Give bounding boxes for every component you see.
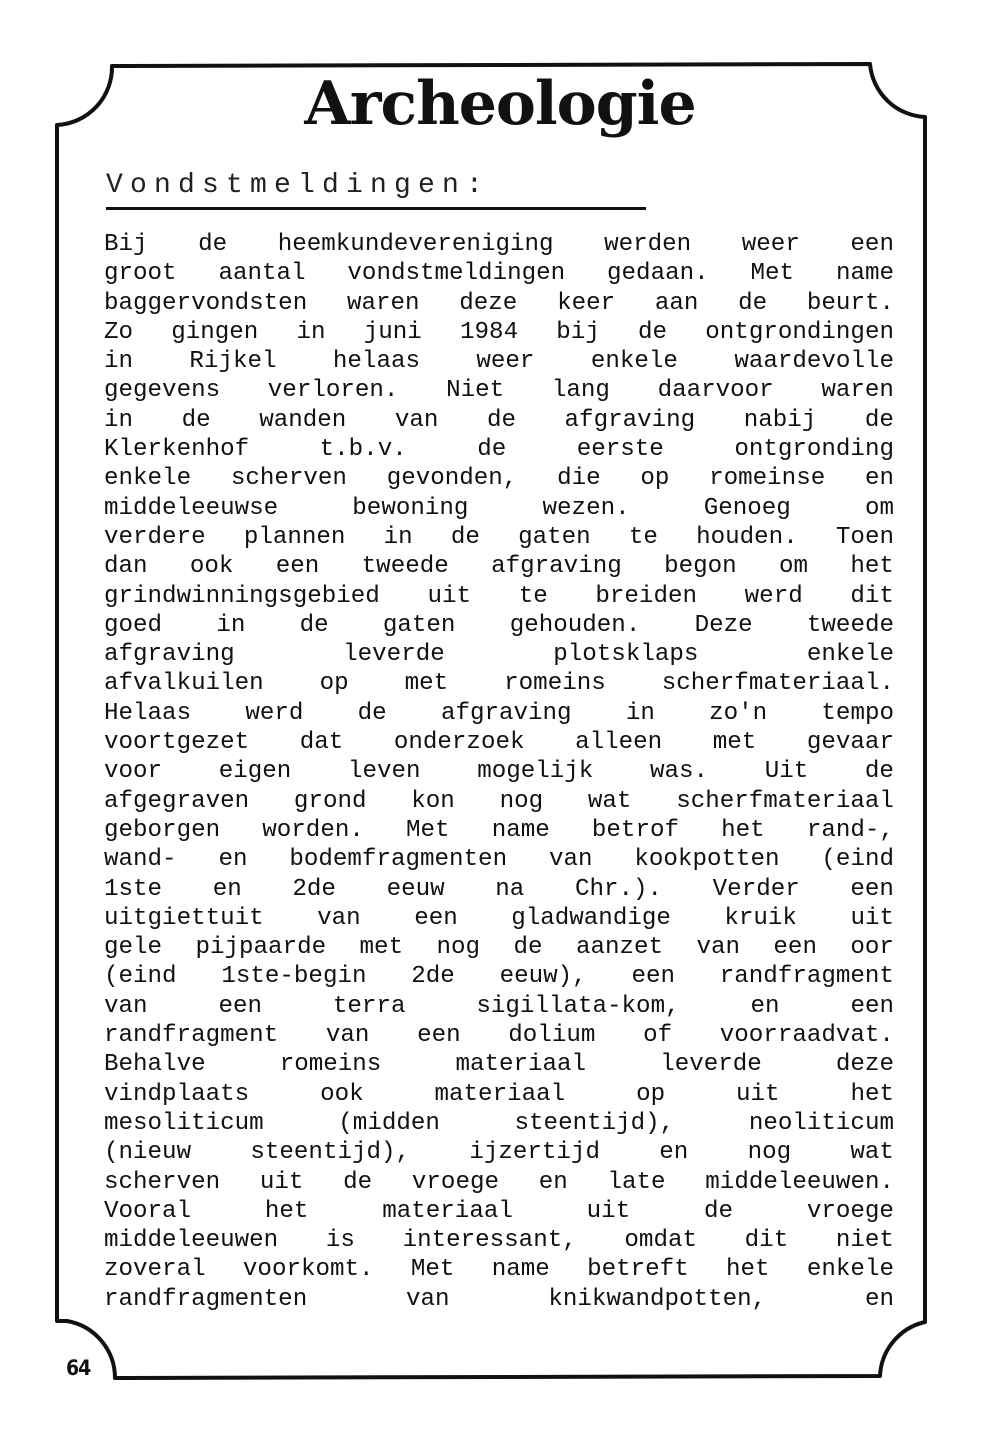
word: mesoliticum [104,1109,264,1137]
word: daarvoor [657,377,774,405]
word: en [659,1139,689,1167]
word: bewoning [352,494,469,522]
word: weer [476,348,535,376]
word: zo'n [709,699,768,727]
word: bodemfragmenten [289,846,508,874]
text-line [104,523,894,552]
word: Vooral [104,1197,192,1225]
word: (midden [338,1109,440,1137]
word: ijzertijd [469,1139,600,1167]
word: het [850,1080,894,1108]
word: (eind [821,846,894,874]
word: name [835,260,894,288]
word: enkele [590,348,678,376]
word: afgraving [491,553,622,581]
word: baggervondsten [104,289,308,317]
word: ook [320,1080,364,1108]
word: betrof [591,816,679,844]
text-line [104,406,894,435]
word: de [198,231,228,258]
word: afvalkuilen [104,670,264,698]
text-line [104,992,894,1021]
word: bij [556,318,600,346]
word: romeinse [709,465,826,493]
word: alleen [575,729,663,757]
word: weer [741,231,800,258]
word: niet [835,1227,894,1255]
word: de [299,611,329,639]
word: vindplaats [104,1080,250,1108]
word: gingen [171,318,259,346]
word: deze [835,1051,894,1079]
page-title: Archeologie [304,69,696,139]
text-line [104,845,894,874]
word: middeleeuwse [104,494,279,522]
word: gaten [518,523,591,551]
word: gaten [382,611,456,639]
word: knikwandpotten, [548,1285,767,1313]
word: Bij [104,231,148,258]
word: Uit [764,758,809,786]
word: kon [411,787,455,815]
word: de [450,523,480,551]
word: de [864,406,894,434]
text-line [104,259,894,288]
word: 1ste-begin [221,963,367,991]
word: afgegraven [104,787,250,815]
word: uitgiettuit [104,904,264,932]
word: of [643,1022,673,1050]
word: vondstmeldingen [347,260,566,288]
word: de [343,1168,373,1196]
word: scherven [104,1168,221,1196]
word: terra [332,992,406,1020]
word: het [721,816,765,844]
word: randfragment [719,963,894,991]
word: werd [245,699,304,727]
word: lang [551,377,610,405]
word: in [216,611,246,639]
word: 2de [292,875,336,903]
word: wezen. [542,494,630,522]
word: na [495,875,525,903]
word: de [357,699,387,727]
word: keer [557,289,616,317]
word: Helaas [104,699,192,727]
word: de [864,758,894,786]
word: aanzet [575,934,664,962]
word: Chr.). [574,875,663,903]
word: dit [744,1227,789,1255]
text-line [104,347,894,376]
word: de [704,1197,734,1225]
word: afgraving [564,406,696,434]
word: en [864,1285,894,1313]
text-line [104,1080,894,1109]
word: gehouden. [509,611,641,639]
word: van [548,846,593,874]
word: een [275,553,320,581]
word: die [557,465,601,493]
word: Behalve [104,1051,206,1079]
word: interessant, [402,1227,577,1255]
word: Met [410,1256,455,1284]
text-line [104,230,894,259]
word: wat [587,787,632,815]
text-line [104,318,894,347]
word: rand-, [806,816,894,844]
page-number: 64 [66,1356,91,1380]
word: wanden [259,406,347,434]
word: deze [459,289,518,317]
word: t.b.v. [319,436,407,464]
word: Genoeg [703,494,791,522]
word: en [750,992,780,1020]
word: houden. [696,523,798,551]
word: en [218,846,248,874]
word: het [850,553,894,581]
word: 1984 [460,318,519,346]
text-line [104,1255,894,1284]
word: in [625,699,655,727]
word: uit [427,582,472,610]
word: geborgen [104,816,221,844]
word: de [738,289,768,317]
word: op [636,1080,666,1108]
word: zoveral [104,1256,206,1284]
word: de [486,406,516,434]
word: op [640,465,670,493]
text-line [104,494,894,523]
word: de [513,934,543,962]
word: oor [850,934,894,962]
word: juni [363,318,422,346]
word: in [383,523,413,551]
word: afgraving [440,699,572,727]
word: name [491,816,550,844]
word: wat [850,1139,894,1167]
word: werden [604,231,692,258]
word: Deze [694,611,753,639]
word: vroege [806,1197,894,1225]
word: met [404,670,449,698]
word: aantal [218,260,306,288]
word: Zo [104,318,134,346]
word: in [104,348,134,376]
word: begon [664,553,737,581]
text-line [104,552,894,581]
text-line [104,904,894,933]
word: gevonden, [386,465,518,493]
word: een [417,1022,461,1050]
word: eeuw [386,875,445,903]
word: name [491,1256,550,1284]
word: voor [104,758,163,786]
text-line [104,435,894,464]
word: nog [436,934,481,962]
word: te [628,523,658,551]
word: scherfmateriaal. [661,670,894,698]
word: 1ste [104,875,163,903]
word: middeleeuwen. [705,1168,894,1196]
word: waren [346,289,420,317]
word: tweede [361,553,449,581]
word: dan [104,553,148,581]
word: Met [406,816,450,844]
text-line [104,757,894,786]
word: gedaan. [607,260,709,288]
word: enkele [104,465,192,493]
word: helaas [332,348,420,376]
word: de [181,406,211,434]
word: materiaal [455,1051,587,1079]
text-line [104,1138,894,1167]
word: aan [654,289,699,317]
word: vroege [411,1168,499,1196]
word: afgraving [104,641,235,669]
word: met [712,729,757,757]
word: om [779,553,809,581]
word: pijpaarde [195,934,327,962]
text-line [104,1285,894,1314]
text-line [104,933,894,962]
word: en [212,875,242,903]
text-line [104,1226,894,1255]
word: van [406,1285,450,1313]
text-line [104,289,894,318]
word: met [359,934,404,962]
word: de [477,436,507,464]
word: een [414,904,458,932]
word: Toen [835,523,894,551]
text-line [104,376,894,405]
text-line [104,816,894,845]
word: neoliticum [748,1109,894,1137]
word: heemkundevereniging [277,231,554,258]
word: tempo [821,699,894,727]
text-line [104,962,894,991]
word: enkele [806,641,894,669]
word: uit [736,1080,780,1108]
word: groot [104,260,177,288]
word: gegevens [104,377,221,405]
word: romeins [504,670,606,698]
word: plotsklaps [553,641,699,669]
word: een [631,963,675,991]
word: leven [347,758,421,786]
word: betreft [587,1256,689,1284]
section-heading: Vondstmeldingen: [106,170,491,201]
word: gele [104,934,163,962]
word: nog [499,787,544,815]
word: grond [293,787,367,815]
word: onderzoek [393,729,525,757]
word: dolium [508,1022,596,1050]
word: worden. [262,816,364,844]
word: uit [259,1168,304,1196]
word: dit [850,582,894,610]
article-body [104,230,894,1314]
word: (nieuw [104,1139,192,1167]
word: scherven [230,465,347,493]
word: ook [189,553,234,581]
word: voorraadvat. [719,1022,894,1050]
word: beurt. [806,289,894,317]
word: romeins [279,1051,382,1079]
text-line [104,582,894,611]
word: steentijd), [250,1139,411,1167]
text-line [104,1021,894,1050]
word: voortgezet [104,729,250,757]
word: wand- [104,846,177,874]
text-line [104,1109,894,1138]
text-line [104,787,894,816]
word: sigillata-kom, [476,992,680,1020]
word: de [638,318,668,346]
word: waren [821,377,894,405]
word: een [850,992,894,1020]
word: kruik [724,904,797,932]
word: nabij [743,406,817,434]
word: van [325,1022,370,1050]
word: grindwinningsgebied [104,582,380,610]
word: 2de [411,963,455,991]
word: in [104,406,134,434]
word: van [696,934,740,962]
word: Niet [446,377,505,405]
word: verloren. [267,377,399,405]
word: eeuw), [499,963,587,991]
word: het [726,1256,770,1284]
text-line [104,699,894,728]
word: een [773,934,817,962]
word: middeleeuwen [104,1227,279,1255]
word: op [319,670,349,698]
word: een [850,875,894,903]
word: breiden [595,582,697,610]
word: steentijd), [514,1109,675,1137]
word: Rijkel [189,348,277,376]
text-line [104,1168,894,1197]
word: tweede [806,611,894,639]
word: is [325,1227,355,1255]
word: omdat [624,1227,697,1255]
word: en [538,1168,568,1196]
word: eigen [218,758,292,786]
word: materiaal [434,1080,566,1108]
word: waardevolle [734,348,894,376]
text-line [104,728,894,757]
word: van [394,406,439,434]
text-line [104,875,894,904]
word: een [850,231,894,258]
word: plannen [243,523,346,551]
word: Met [750,260,795,288]
word: en [864,465,894,493]
text-line [104,464,894,493]
section-heading-underline [106,207,646,210]
text-line [104,1050,894,1079]
word: nog [747,1139,792,1167]
word: om [864,494,894,522]
text-line [104,640,894,669]
word: (eind [104,963,177,991]
word: gevaar [806,729,894,757]
word: een [218,992,262,1020]
word: kookpotten [634,846,780,874]
text-line [104,611,894,640]
word: Verder [712,875,800,903]
word: randfragment [104,1022,279,1050]
word: scherfmateriaal [676,787,894,815]
word: te [518,582,548,610]
word: ontgronding [734,436,894,464]
word: enkele [806,1256,894,1284]
word: verdere [104,523,206,551]
word: Klerkenhof [104,436,250,464]
word: mogelijk [477,758,594,786]
word: in [296,318,326,346]
word: leverde [660,1051,762,1079]
word: eerste [576,436,664,464]
word: dat [299,729,344,757]
word: het [264,1197,309,1225]
word: van [104,992,148,1020]
word: uit [850,904,894,932]
word: voorkomt. [242,1256,374,1284]
word: late [607,1168,666,1196]
word: materiaal [382,1197,513,1225]
word: uit [586,1197,631,1225]
word: werd [744,582,803,610]
text-line [104,1197,894,1226]
word: was. [649,758,709,786]
word: gladwandige [511,904,671,932]
text-line [104,669,894,698]
word: goed [104,611,163,639]
word: ontgrondingen [705,318,894,346]
word: randfragmenten [104,1285,308,1313]
word: van [317,904,361,932]
word: leverde [343,641,445,669]
